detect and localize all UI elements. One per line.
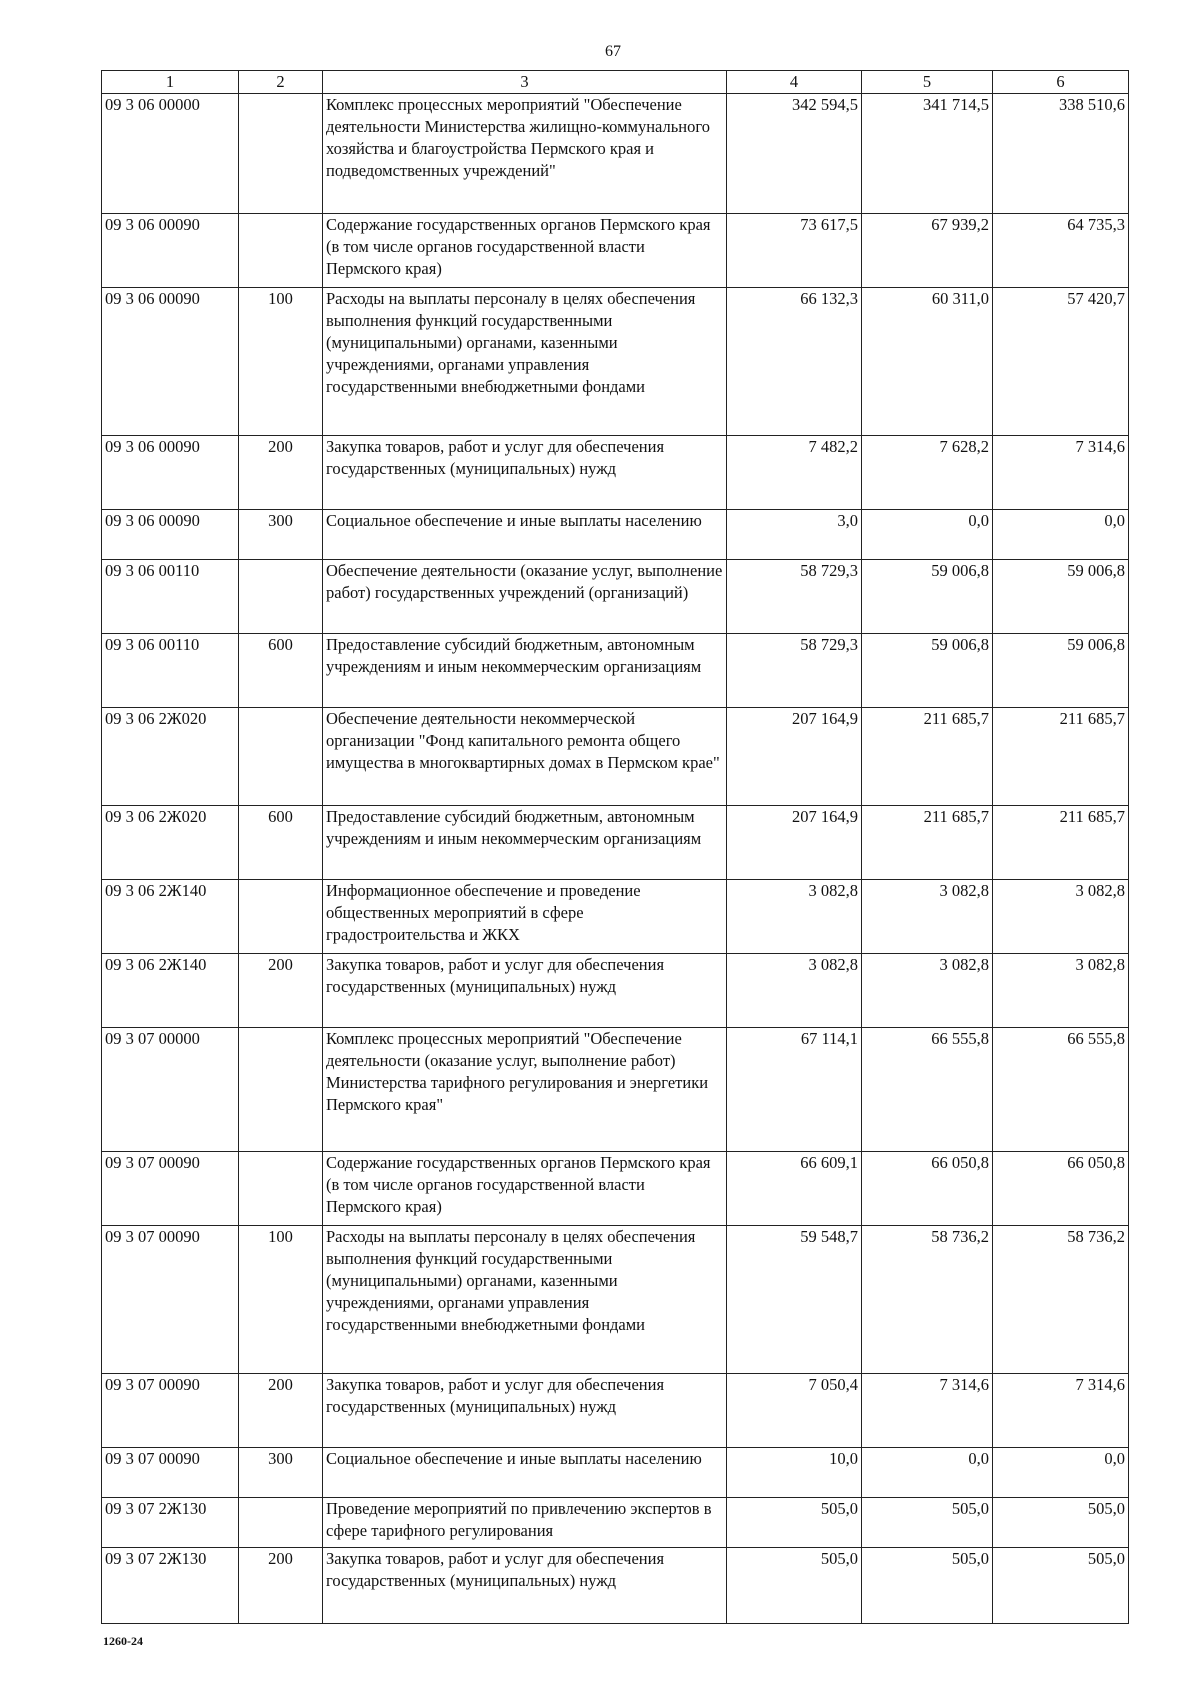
row-description: Закупка товаров, работ и услуг для обеспечения государственных (муниципальных) нужд xyxy=(323,1374,727,1448)
row-value-col5: 58 736,2 xyxy=(862,1226,993,1374)
row-code: 09 3 07 00090 xyxy=(102,1152,239,1226)
table-row xyxy=(102,708,1129,806)
row-value-col5: 7 628,2 xyxy=(862,436,993,510)
row-value-col5: 7 314,6 xyxy=(862,1374,993,1448)
row-value-col4: 66 609,1 xyxy=(727,1152,862,1226)
table-row xyxy=(102,806,1129,880)
row-code: 09 3 07 00090 xyxy=(102,1374,239,1448)
row-value-col6: 7 314,6 xyxy=(993,1374,1129,1448)
row-code: 09 3 06 00110 xyxy=(102,634,239,708)
row-expense-type xyxy=(239,1152,323,1226)
column-header-4: 4 xyxy=(727,71,862,94)
row-value-col5: 59 006,8 xyxy=(862,560,993,634)
table-row xyxy=(102,1498,1129,1548)
row-value-col4: 66 132,3 xyxy=(727,288,862,436)
row-description: Предоставление субсидий бюджетным, автономным учреждениям и иным некоммерческим организациям xyxy=(323,634,727,708)
row-value-col6: 0,0 xyxy=(993,1448,1129,1498)
row-value-col5: 3 082,8 xyxy=(862,880,993,954)
row-value-col4: 73 617,5 xyxy=(727,214,862,288)
row-expense-type: 200 xyxy=(239,1548,323,1624)
table-body xyxy=(102,94,1129,1624)
row-value-col6: 66 050,8 xyxy=(993,1152,1129,1226)
row-code: 09 3 06 00110 xyxy=(102,560,239,634)
row-expense-type: 300 xyxy=(239,510,323,560)
column-header-3: 3 xyxy=(323,71,727,94)
row-code: 09 3 07 2Ж130 xyxy=(102,1548,239,1624)
row-code: 09 3 06 2Ж020 xyxy=(102,708,239,806)
row-code: 09 3 06 00090 xyxy=(102,288,239,436)
table-row xyxy=(102,436,1129,510)
table-row xyxy=(102,1448,1129,1498)
row-code: 09 3 06 2Ж140 xyxy=(102,880,239,954)
row-description: Информационное обеспечение и проведение общественных мероприятий в сфере градостроительства и ЖКХ xyxy=(323,880,727,954)
row-code: 09 3 07 00090 xyxy=(102,1448,239,1498)
row-value-col4: 207 164,9 xyxy=(727,708,862,806)
row-value-col5: 341 714,5 xyxy=(862,94,993,214)
row-value-col6: 211 685,7 xyxy=(993,708,1129,806)
row-value-col5: 59 006,8 xyxy=(862,634,993,708)
row-value-col4: 58 729,3 xyxy=(727,560,862,634)
column-header-5: 5 xyxy=(862,71,993,94)
column-header-6: 6 xyxy=(993,71,1129,94)
row-expense-type: 600 xyxy=(239,806,323,880)
row-code: 09 3 07 2Ж130 xyxy=(102,1498,239,1548)
row-code: 09 3 06 00090 xyxy=(102,436,239,510)
row-code: 09 3 07 00000 xyxy=(102,1028,239,1152)
row-expense-type xyxy=(239,1498,323,1548)
row-description: Расходы на выплаты персоналу в целях обеспечения выполнения функций государственными (муниципальными) органами, казенными учреждениями, органами управления государственными внебюджетными фондами xyxy=(323,1226,727,1374)
row-value-col5: 0,0 xyxy=(862,1448,993,1498)
row-value-col4: 342 594,5 xyxy=(727,94,862,214)
row-value-col6: 59 006,8 xyxy=(993,560,1129,634)
row-value-col5: 3 082,8 xyxy=(862,954,993,1028)
row-expense-type: 200 xyxy=(239,954,323,1028)
row-expense-type xyxy=(239,708,323,806)
row-value-col4: 3 082,8 xyxy=(727,954,862,1028)
row-value-col4: 67 114,1 xyxy=(727,1028,862,1152)
row-value-col6: 7 314,6 xyxy=(993,436,1129,510)
row-value-col4: 207 164,9 xyxy=(727,806,862,880)
row-expense-type xyxy=(239,214,323,288)
row-expense-type xyxy=(239,880,323,954)
table-row xyxy=(102,1374,1129,1448)
row-code: 09 3 06 00000 xyxy=(102,94,239,214)
table-row xyxy=(102,1226,1129,1374)
row-description: Обеспечение деятельности (оказание услуг, выполнение работ) государственных учреждений (организаций) xyxy=(323,560,727,634)
row-value-col4: 505,0 xyxy=(727,1548,862,1624)
row-value-col6: 505,0 xyxy=(993,1498,1129,1548)
row-value-col6: 338 510,6 xyxy=(993,94,1129,214)
row-expense-type: 200 xyxy=(239,436,323,510)
row-description: Закупка товаров, работ и услуг для обеспечения государственных (муниципальных) нужд xyxy=(323,954,727,1028)
row-expense-type: 100 xyxy=(239,288,323,436)
row-value-col4: 7 482,2 xyxy=(727,436,862,510)
row-value-col6: 0,0 xyxy=(993,510,1129,560)
row-code: 09 3 07 00090 xyxy=(102,1226,239,1374)
row-value-col4: 10,0 xyxy=(727,1448,862,1498)
row-value-col4: 3,0 xyxy=(727,510,862,560)
row-value-col5: 67 939,2 xyxy=(862,214,993,288)
row-value-col6: 3 082,8 xyxy=(993,880,1129,954)
row-description: Обеспечение деятельности некоммерческой организации "Фонд капитального ремонта общего имущества в многоквартирных домах в Пермском крае" xyxy=(323,708,727,806)
row-value-col6: 59 006,8 xyxy=(993,634,1129,708)
row-value-col4: 505,0 xyxy=(727,1498,862,1548)
row-code: 09 3 06 00090 xyxy=(102,510,239,560)
table-row xyxy=(102,954,1129,1028)
row-value-col5: 211 685,7 xyxy=(862,806,993,880)
row-description: Проведение мероприятий по привлечению экспертов в сфере тарифного регулирования xyxy=(323,1498,727,1548)
row-value-col5: 66 555,8 xyxy=(862,1028,993,1152)
table-row xyxy=(102,510,1129,560)
column-header-1: 1 xyxy=(102,71,239,94)
document-footer-code: 1260-24 xyxy=(103,1634,143,1648)
row-value-col6: 3 082,8 xyxy=(993,954,1129,1028)
table-row xyxy=(102,94,1129,214)
row-value-col5: 505,0 xyxy=(862,1548,993,1624)
row-value-col4: 7 050,4 xyxy=(727,1374,862,1448)
row-description: Социальное обеспечение и иные выплаты населению xyxy=(323,1448,727,1498)
row-value-col4: 3 082,8 xyxy=(727,880,862,954)
row-value-col4: 58 729,3 xyxy=(727,634,862,708)
row-value-col6: 57 420,7 xyxy=(993,288,1129,436)
row-expense-type: 300 xyxy=(239,1448,323,1498)
row-description: Закупка товаров, работ и услуг для обеспечения государственных (муниципальных) нужд xyxy=(323,436,727,510)
table-header-row xyxy=(102,71,1129,94)
row-value-col6: 66 555,8 xyxy=(993,1028,1129,1152)
budget-table xyxy=(101,70,1129,1624)
row-expense-type: 600 xyxy=(239,634,323,708)
row-value-col5: 60 311,0 xyxy=(862,288,993,436)
row-value-col5: 211 685,7 xyxy=(862,708,993,806)
row-expense-type: 200 xyxy=(239,1374,323,1448)
row-description: Закупка товаров, работ и услуг для обеспечения государственных (муниципальных) нужд xyxy=(323,1548,727,1624)
page-number: 67 xyxy=(605,43,621,60)
row-value-col6: 505,0 xyxy=(993,1548,1129,1624)
row-expense-type xyxy=(239,1028,323,1152)
row-description: Расходы на выплаты персоналу в целях обеспечения выполнения функций государственными (муниципальными) органами, казенными учреждениями, органами управления государственными внебюджетными фондами xyxy=(323,288,727,436)
row-expense-type xyxy=(239,560,323,634)
row-value-col5: 505,0 xyxy=(862,1498,993,1548)
table-row xyxy=(102,880,1129,954)
column-header-2: 2 xyxy=(239,71,323,94)
row-value-col5: 66 050,8 xyxy=(862,1152,993,1226)
table-row xyxy=(102,634,1129,708)
row-value-col6: 64 735,3 xyxy=(993,214,1129,288)
row-expense-type: 100 xyxy=(239,1226,323,1374)
table-row xyxy=(102,288,1129,436)
row-description: Содержание государственных органов Пермского края (в том числе органов государственной власти Пермского края) xyxy=(323,1152,727,1226)
table-row xyxy=(102,1152,1129,1226)
row-value-col6: 211 685,7 xyxy=(993,806,1129,880)
row-code: 09 3 06 2Ж020 xyxy=(102,806,239,880)
row-value-col5: 0,0 xyxy=(862,510,993,560)
row-code: 09 3 06 2Ж140 xyxy=(102,954,239,1028)
row-value-col4: 59 548,7 xyxy=(727,1226,862,1374)
row-description: Социальное обеспечение и иные выплаты населению xyxy=(323,510,727,560)
row-description: Содержание государственных органов Пермского края (в том числе органов государственной власти Пермского края) xyxy=(323,214,727,288)
table-row xyxy=(102,1548,1129,1624)
row-value-col6: 58 736,2 xyxy=(993,1226,1129,1374)
row-expense-type xyxy=(239,94,323,214)
row-code: 09 3 06 00090 xyxy=(102,214,239,288)
table-row xyxy=(102,1028,1129,1152)
row-description: Комплекс процессных мероприятий "Обеспечение деятельности Министерства жилищно-коммунального хозяйства и благоустройства Пермского края и подведомственных учреждений" xyxy=(323,94,727,214)
row-description: Комплекс процессных мероприятий "Обеспечение деятельности (оказание услуг, выполнение работ) Министерства тарифного регулирования и энергетики Пермского края" xyxy=(323,1028,727,1152)
row-description: Предоставление субсидий бюджетным, автономным учреждениям и иным некоммерческим организациям xyxy=(323,806,727,880)
table-row xyxy=(102,560,1129,634)
table-row xyxy=(102,214,1129,288)
